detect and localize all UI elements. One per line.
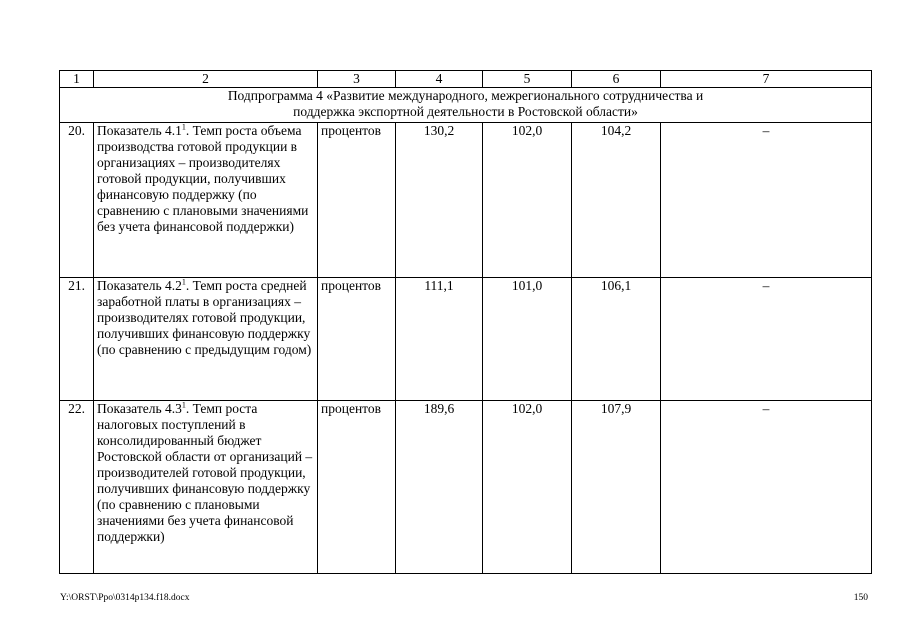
unit-cell: процентов [318,278,396,401]
indicator-cell [94,123,318,278]
value-cell: – [661,123,872,278]
indicator-prefix: Показатель 4.3 [97,401,182,416]
page-number: 150 [853,593,868,603]
file-path: Y:\ORST\Ppo\0314p134.f18.docx [60,593,190,603]
section-title-text: Подпрограмма 4 «Развитие международного, межрегионального сотрудничества и поддержка экспортной деятельности в Ростовской области» [227,88,704,119]
value-cell: 130,2 [396,123,483,278]
value-cell: 189,6 [396,401,483,574]
row-number: 22. [60,401,94,574]
value-cell: – [661,278,872,401]
value-cell: 102,0 [483,123,572,278]
header-row [60,71,872,88]
indicator-cell [94,278,318,401]
indicator-cell [94,401,318,574]
header-cell: 4 [396,71,483,88]
header-cell: 7 [661,71,872,88]
header-cell: 5 [483,71,572,88]
value-cell: 101,0 [483,278,572,401]
header-cell: 2 [94,71,318,88]
indicator-prefix: Показатель 4.2 [97,278,182,293]
footnote-mark: 1 [181,122,186,132]
section-row [60,88,872,123]
header-cell: 6 [572,71,661,88]
value-cell: 102,0 [483,401,572,574]
footnote-mark: 1 [181,400,186,410]
unit-cell: процентов [318,123,396,278]
table-row [60,123,872,278]
footnote-mark: 1 [181,277,186,287]
table-row [60,278,872,401]
value-cell: 107,9 [572,401,661,574]
value-cell: 106,1 [572,278,661,401]
indicator-text: . Темп роста средней заработной платы в организациях – производителях готовой продукции, получивших финансовую поддержку (по сравнению с предыдущим годом) [97,278,312,357]
value-cell: 111,1 [396,278,483,401]
indicator-text: . Темп роста объема производства готовой продукции в организациях – производителях готовой продукции, получивших финансовую поддержку (по сравнению с плановыми значениями без учета финансовой поддержки) [97,123,309,234]
header-cell: 3 [318,71,396,88]
table-row [60,401,872,574]
indicator-prefix: Показатель 4.1 [97,123,182,138]
value-cell: – [661,401,872,574]
row-number: 21. [60,278,94,401]
indicator-text: . Темп роста налоговых поступлений в консолидированный бюджет Ростовской области от организаций – производителей готовой продукции, получивших финансовую поддержку (по сравнению с плановыми значениями без учета финансовой поддержки) [97,401,313,544]
value-cell: 104,2 [572,123,661,278]
data-table [59,70,872,574]
header-cell: 1 [60,71,94,88]
unit-cell: процентов [318,401,396,574]
row-number: 20. [60,123,94,278]
section-title [60,88,872,123]
